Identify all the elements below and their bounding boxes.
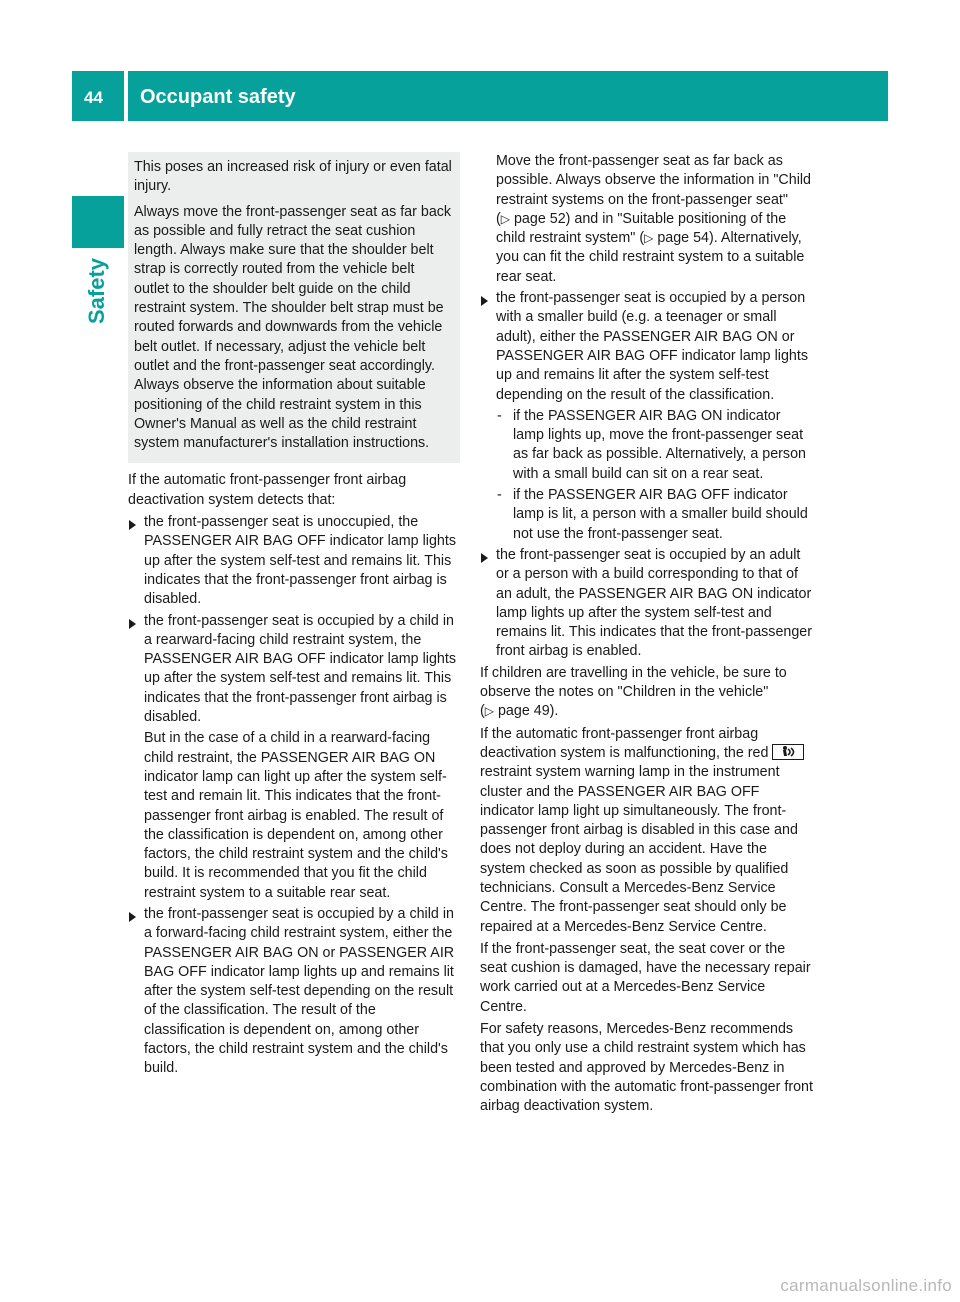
bullet-item	[480, 546, 814, 662]
bullet-item	[128, 513, 460, 609]
text-run: ).	[549, 703, 559, 720]
side-tab-block	[72, 196, 124, 248]
bullet-text: the front-passenger seat is occupied by a child in a forward-facing child restraint system, either the PASSENGER AIR BAG ON or PASSENGER AIR BAG OFF indicator lamp lights up and remains lit after the system self-test depending on the result of the classification. The result of the classification is dependent on, among other factors, the child restraint system and the child's build.	[144, 905, 455, 1077]
note-paragraph: This poses an increased risk of injury or even fatal injury.	[134, 159, 452, 195]
bullet-extra-text: But in the case of a child in a rearward-facing child restraint, the PASSENGER AIR BAG ON indicator lamp can light up after the system self-test and remain lit. This indicates that the front-passenger front airbag is enabled. The result of the classification is dependent on, among other factors, the child restraint system and the child's build. It is recommended that you fit the child restraint system to a suitable rear seat.	[144, 730, 448, 901]
right-column	[480, 152, 814, 1120]
text-run: ) and in "Suitable positioning of the child restraint system" (	[496, 210, 787, 247]
section-title: Occupant safety	[140, 86, 296, 108]
watermark: carmanualsonline.info	[780, 1276, 952, 1295]
bullet-list	[480, 289, 814, 662]
bullet-item	[480, 289, 814, 544]
page-ref-link[interactable]: page 49	[497, 703, 550, 720]
note-box	[128, 152, 460, 463]
note-paragraph: Always move the front-passenger seat as far back as possible and fully retract the seat cushion length. Always make sure that the shoulder belt strap is correctly routed from the vehicle belt outlet to the shoulder belt guide on the child restraint system. The shoulder belt strap must be routed forwards and downwards from the vehicle belt outlet. If necessary, adjust the vehicle belt outlet and the front-passenger seat accordingly. Always observe the information about suitable positioning of the child restraint system in this Owner's Manual as well as the child restraint system manufacturer's installation instructions.	[134, 203, 452, 452]
text-run: Move the front-passenger seat as far back as possible. Always observe the information in "Child restraint systems on the front-passenger seat" (	[496, 153, 811, 227]
page-ref-link[interactable]: page 54	[657, 230, 709, 247]
restraint-system-warning-icon	[772, 744, 804, 760]
page-ref-link[interactable]: page 52	[513, 210, 566, 227]
continuation-paragraph	[480, 152, 814, 287]
page-ref-arrow-icon: ▷	[644, 231, 654, 246]
dash-item: - if the PASSENGER AIR BAG ON indicator lamp lights up, move the front-passenger seat as far back as possible. Alternatively, a person with a small build can sit on a rear seat.	[496, 407, 814, 484]
malfunction-paragraph	[480, 725, 814, 937]
bullet-item	[128, 905, 460, 1079]
bullet-text: the front-passenger seat is occupied by a child in a rearward-facing child restraint system, the PASSENGER AIR BAG OFF indicator lamp lights up after the system self-test and remains lit. This indicates that the front-passenger front airbag is disabled.	[144, 612, 456, 726]
text-run: ). Alternatively, you can fit the child restraint system to a suitable rear seat.	[496, 230, 805, 285]
children-paragraph	[480, 664, 814, 722]
text-run: If children are travelling in the vehicle, be sure to observe the notes on "Children in the vehicle" (	[480, 664, 787, 720]
bullet-item	[128, 612, 460, 903]
dash-item: - if the PASSENGER AIR BAG OFF indicator lamp is lit, a person with a smaller build should not use the front-passenger seat.	[496, 486, 814, 544]
text-run: If the automatic front-passenger front airbag deactivation system is malfunctioning, the red	[480, 725, 769, 761]
dash-list	[496, 407, 814, 544]
side-tab-label: Safety	[84, 257, 109, 324]
bullet-list	[128, 513, 460, 1079]
page-ref-arrow-icon: ▷	[484, 704, 494, 719]
bullet-text: the front-passenger seat is occupied by a person with a smaller build (e.g. a teenager or small adult), either the PASSENGER AIR BAG ON or PASSENGER AIR BAG OFF indicator lamp lights up and remains lit after the system self-test depending on the result of the classification.	[496, 290, 808, 403]
text-run: restraint system warning lamp in the instrument cluster and the PASSENGER AIR BAG OFF indicator lamp light up simultaneously. The front-passenger front airbag is disabled in this case and does not deploy during an accident. Have the system checked as soon as possible by qualified technicians. Consult a Mercedes-Benz Service Centre. The front-passenger seat should only be repaired at a Mercedes-Benz Service Centre.	[480, 764, 798, 935]
page-number: 44	[84, 88, 103, 107]
page-ref-arrow-icon: ▷	[500, 211, 510, 226]
header-divider	[124, 71, 128, 121]
bullet-text: the front-passenger seat is occupied by an adult or a person with a build corresponding to that of an adult, the PASSENGER AIR BAG ON indicator lamp lights up after the system self-test and remains lit. This indicates that the front-passenger front airbag is enabled.	[496, 546, 813, 660]
intro-paragraph: If the automatic front-passenger front airbag deactivation system detects that:	[128, 472, 407, 508]
damage-paragraph: If the front-passenger seat, the seat cover or the seat cushion is damaged, have the necessary repair work carried out at a Mercedes-Benz Service Centre.	[480, 940, 811, 1015]
bullet-text: the front-passenger seat is unoccupied, the PASSENGER AIR BAG OFF indicator lamp lights up after the system self-test and remains lit. This indicates that the front-passenger front airbag is disabled.	[144, 514, 456, 608]
left-column	[128, 152, 460, 1081]
recommendation-paragraph: For safety reasons, Mercedes-Benz recommends that you only use a child restraint system which has been tested and approved by Mercedes-Benz in combination with the automatic front-passenger front airbag deactivation system.	[480, 1021, 813, 1115]
